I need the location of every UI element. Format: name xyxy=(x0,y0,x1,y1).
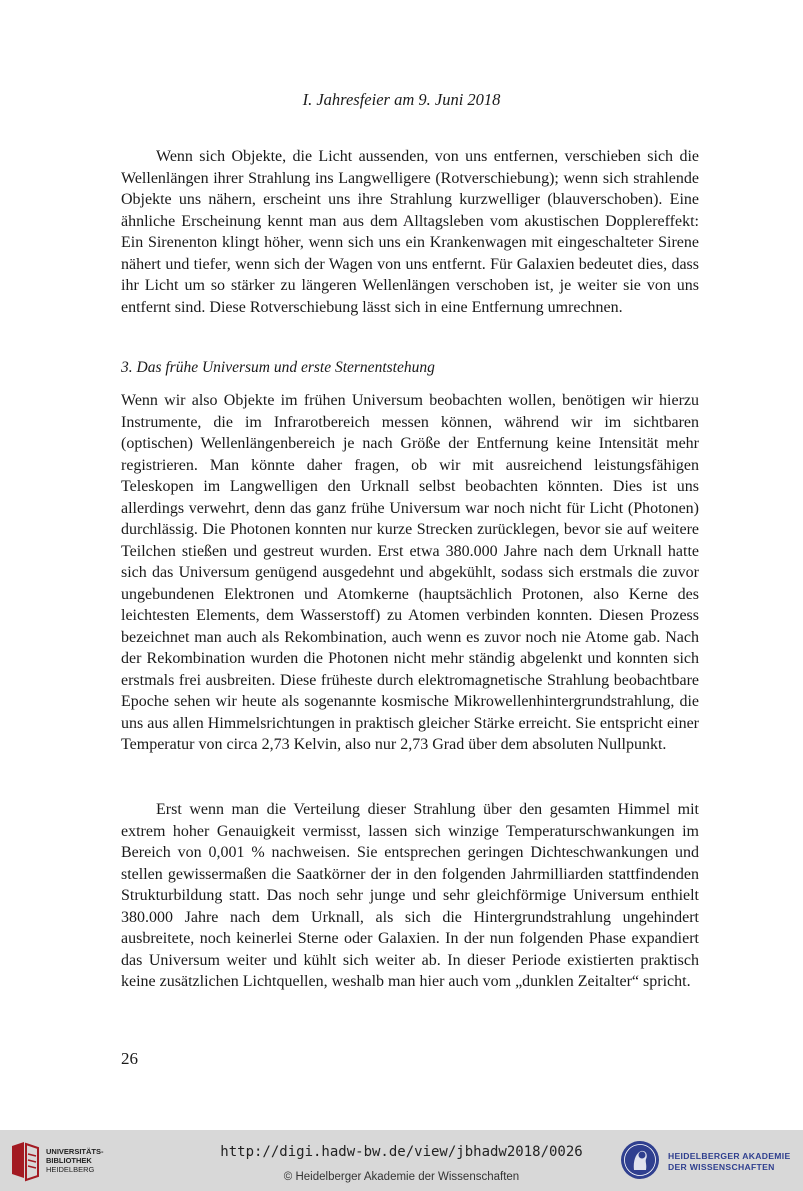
permalink-url[interactable]: http://digi.hadw-bw.de/view/jbhadw2018/0026 xyxy=(220,1144,583,1160)
academy-name[interactable] xyxy=(668,1151,790,1172)
library-name-line-2: BIBLIOTHEK xyxy=(46,1156,92,1165)
library-name-line-3: HEIDELBERG xyxy=(46,1165,95,1174)
page-number: 26 xyxy=(121,1049,138,1068)
library-name-line-1: UNIVERSITÄTS- xyxy=(46,1147,104,1156)
academy-seal-icon[interactable] xyxy=(620,1140,660,1180)
footer-bar xyxy=(0,1130,803,1191)
running-head: I. Jahresfeier am 9. Juni 2018 xyxy=(302,90,501,109)
body-paragraph-3: Erst wenn man die Verteilung dieser Strahlung über den gesamten Himmel mit extrem hoher Genauigkeit vermisst, lassen sich winzige Temperaturschwankungen im Bereich von 0,001 % nachweisen. Sie entsprechen geringen Dichteschwankungen und stellen gewissermaßen die Saatkörner der in den folgenden Jahrmilliarden stattfindenden Strukturbildung statt. Das noch sehr junge und sehr gleichförmige Universum enthielt 380.000 Jahre nach dem Urknall, als sich die Hintergrundstrahlung ungehindert ausbreitete, noch keinerlei Sterne oder Galaxien. In der nun folgenden Phase expandiert das Universum weiter und kühlt sich weiter ab. In dieser Periode existierten praktisch keine zusätzlichen Lichtquellen, weshalb man hier auch vom „dunklen Zeitalter“ spricht. xyxy=(121,801,699,990)
copyright-notice: © Heidelberger Akademie der Wissenschaften xyxy=(283,1171,520,1183)
body-paragraph-2: Wenn wir also Objekte im frühen Universum beobachten wollen, benötigen wir hierzu Instrumente, die im Infrarotbereich messen können, während wir im sichtbaren (optischen) Wellenlängenbereich je nach Größe der Entfernung keine Intensität mehr registrieren. Man könnte daher fragen, ob wir mit ausreichend leistungsfähigen Teleskopen im Langwelligen den Urknall selbst beobachten könnten. Dies ist uns allerdings verwehrt, denn das ganz frühe Universum war noch nicht für Licht (Photonen) durchlässig. Die Photonen konnten nur kurze Strecken zurücklegen, bevor sie auf weitere Teilchen stießen und gestreut wurden. Erst etwa 380.000 Jahre nach dem Urknall hatte sich das Universum genügend ausgedehnt und abgekühlt, sodass sich erstmals die zuvor ungebundenen Elektronen und Atomkerne (hauptsächlich Protonen, also Kerne des leichtesten Elements, dem Wasserstoff) zu Atomen verbinden konnten. Diesen Prozess bezeichnet man auch als Rekombination, auch wenn es zuvor noch nie Atome gab. Nach der Rekombination wurden die Photonen nicht mehr ständig abgelenkt und konnten sich erstmals frei ausbreiten. Diese früheste durch elektromagnetische Strahlung beobachtbare Epoche sehen wir heute als sogenannte kosmische Mikrowellenhintergrundstrahlung, die uns aus allen Himmelsrichtungen in praktisch gleicher Stärke erreicht. Sie entspricht einer Temperatur von circa 2,73 Kelvin, also nur 2,73 Grad über dem absoluten Nullpunkt. xyxy=(121,392,699,753)
academy-name-line-2: DER WISSENSCHAFTEN xyxy=(668,1161,775,1172)
academy-name-line-1: HEIDELBERGER AKADEMIE xyxy=(668,1151,791,1161)
body-paragraph-1: Wenn sich Objekte, die Licht aussenden, von uns entfernen, verschieben sich die Wellenlängen ihrer Strahlung ins Langwelligere (Rotverschiebung); wenn sich strahlende Objekte uns nähern, erscheint uns ihre Strahlung kurzwelliger (blauverschoben). Eine ähnliche Erscheinung kennt man aus dem Alltagsleben vom akustischen Dopplereffekt: Ein Sirenenton klingt höher, wenn sich uns ein Krankenwagen mit eingeschalteter Sirene nähert und tiefer, wenn sich der Wagen von uns entfernt. Für Galaxien bedeutet dies, dass ihr Licht um so stärker zu längeren Wellenlängen verschoben ist, je weiter sie von uns entfernt sind. Diese Rotverschiebung lässt sich in eine Entfernung umrechnen. xyxy=(121,148,699,316)
section-heading: 3. Das frühe Universum und erste Sternentstehung xyxy=(121,359,435,376)
